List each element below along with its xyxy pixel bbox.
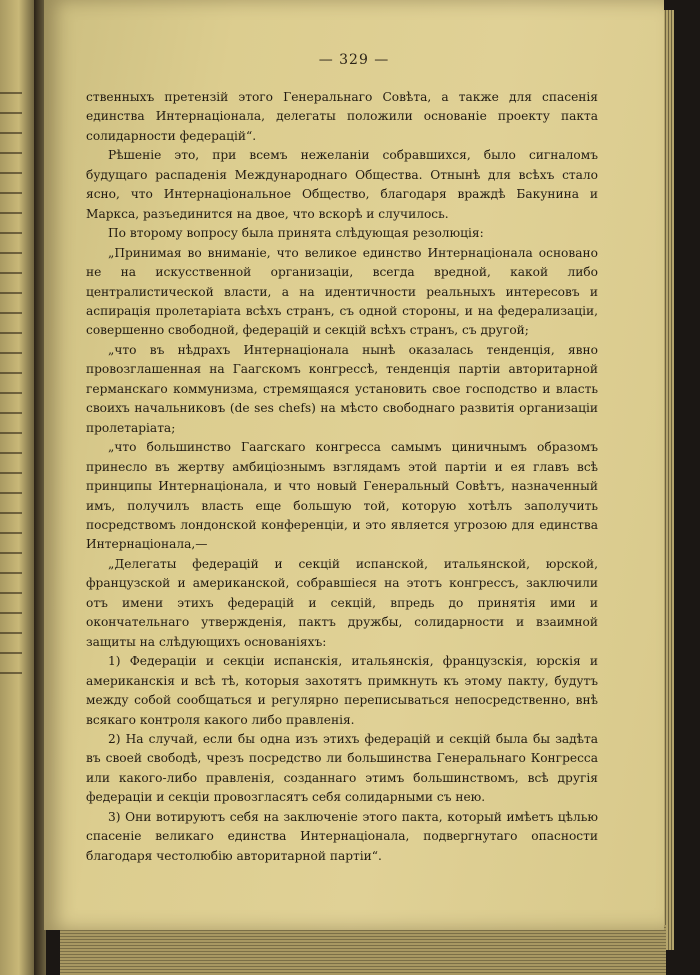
numbered-point-2: 2) На случай, если бы одна изъ этихъ федерацій и секцій была бы задѣта въ своей свободѣ, чрезъ посредство ли большинства Генеральнаго Конгресса или какого-либо правленія, созданнаго этимъ большинствомъ, всѣ другія федераціи и секціи провозгласятъ себя солидарными съ нею. bbox=[86, 731, 598, 805]
paragraph-continuation: ственныхъ претензій этого Генеральнаго Совѣта, а также для спасенія единства Интернаціонала, делегаты положили основаніе проекту пакта солидарности федерацій“. bbox=[86, 90, 598, 143]
resolution-paragraph-4: „Делегаты федерацій и секцій испанской, итальянской, юрской, французской и американской, собравшіеся на этотъ конгрессъ, заключили отъ имени этихъ федерацій и секцій, впредь до принятія ими и окончательнаго утвержденія, пактъ дружбы, солидарности и взаимной защиты на слѣдующихъ основаніяхъ: bbox=[86, 556, 598, 649]
resolution-paragraph-1: „Принимая во вниманіе, что великое единство Интернаціонала основано не на искусственной организаціи, всегда вредной, какой либо централистической власти, а на идентичности реальныхъ интересовъ и аспирація пролетаріата всѣхъ странъ, съ одной стороны, и на федерализаціи, совершенно свободной, федерацій и секцій всѣхъ странъ, съ другой; bbox=[86, 245, 598, 338]
numbered-point-1: 1) Федераціи и секціи испанскія, итальянскія, французскія, юрскія и американскія и всѣ тѣ, которыя захотятъ примкнуть къ этому пакту, будутъ между собой сообщаться и регулярно переписываться непосредственно, внѣ всякаго контроля какого либо правленія. bbox=[86, 654, 598, 727]
paragraph-second-question: По второму вопросу была принята слѣдующая резолюція: bbox=[108, 226, 484, 241]
numbered-point-3: 3) Они вотируютъ себя на заключеніе этого пакта, который имѣетъ цѣлью спасеніе великаго единства Интернаціонала, подвергнутаго опасности благодаря честолюбію авторитарной партіи“. bbox=[86, 809, 598, 863]
page-text bbox=[86, 88, 598, 866]
book-page bbox=[44, 0, 664, 930]
paragraph-decision: Рѣшеніе это, при всемъ нежеланіи собравшихся, было сигналомъ будущаго распаденія Международнаго Общества. Отнынѣ для всѣхъ стало ясно, что Интернаціональное Общество, благодаря враждѣ Бакунина и Маркса, разъединится на двое, что вскорѣ и случилось. bbox=[86, 148, 598, 221]
left-page-edge bbox=[0, 0, 34, 975]
resolution-paragraph-2: „что въ нѣдрахъ Интернаціонала нынѣ оказалась тенденція, явно провозглашенная на Гаагскомъ конгрессѣ, тенденція партіи авторитарной германскаго коммунизма, стремящаяся установить свое господство и власть своихъ начальниковъ (de ses chefs) на мѣсто свободнаго развитія организаціи пролетаріата; bbox=[86, 342, 598, 435]
page-number: — 329 — bbox=[318, 52, 390, 68]
resolution-paragraph-3: „что большинство Гаагскаго конгресса самымъ циничнымъ образомъ принесло въ жертву амбиціознымъ взглядамъ этой партіи и ея главъ всѣ принципы Интернаціонала, и что новый Генеральный Совѣтъ, назначенный имъ, получилъ власть еще большую той, которую хотѣлъ заполучить посредствомъ лондонской конференціи, и это является угрозою для единства Интернаціонала,— bbox=[86, 440, 598, 552]
bottom-page-edges bbox=[60, 925, 666, 975]
